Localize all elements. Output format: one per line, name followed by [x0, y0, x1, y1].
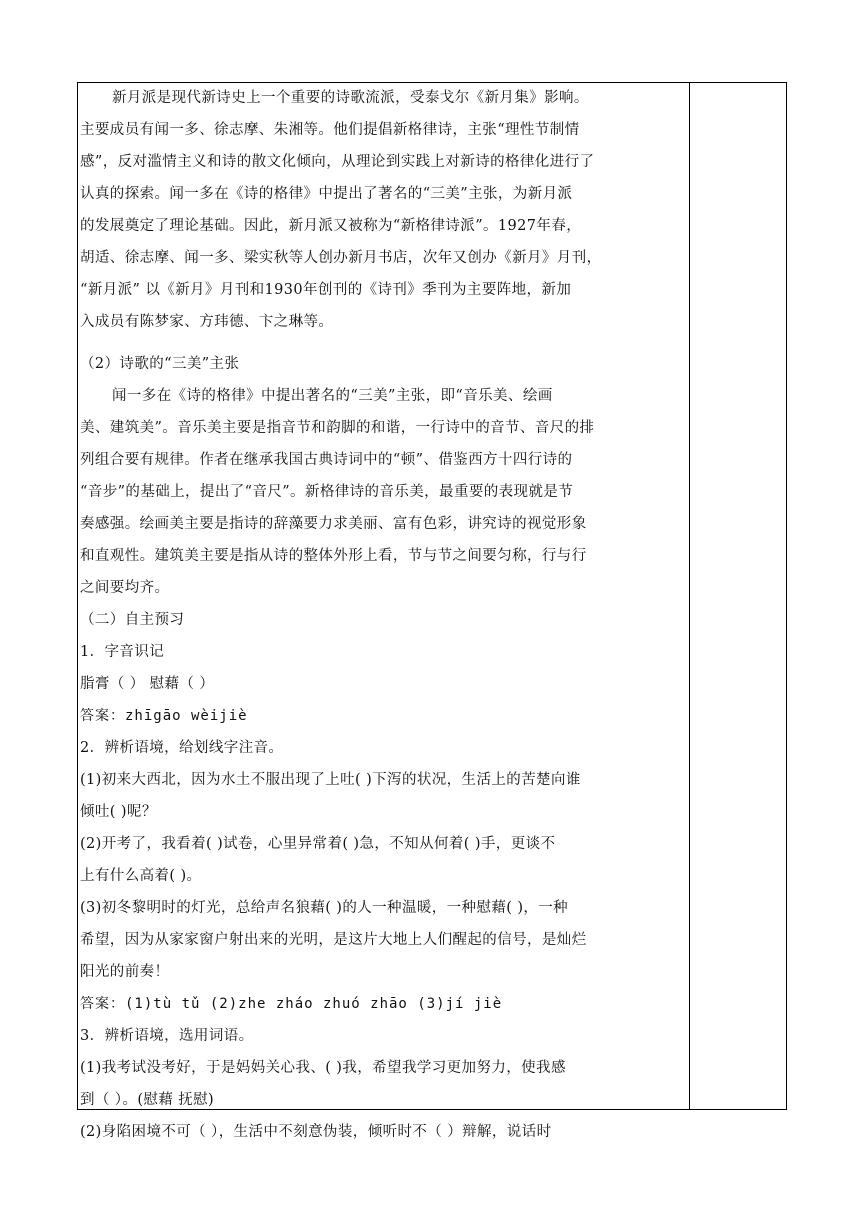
question-3 — [80, 1020, 686, 1148]
text-line: 希望，因为从家家窗户射出来的光明，是这片大地上人们醒起的信号，是灿烂 — [80, 932, 587, 948]
text-line: 阳光的前奏！ — [80, 964, 170, 980]
text-line: (2)身陷困境不可（ ），生活中不刻意伪装，倾听时不（ ）辩解，说话时 — [80, 1124, 552, 1140]
text-line: 美、建筑美”。音乐美主要是指音节和韵脚的和谐，一行诗中的音节、音尺的排 — [80, 420, 595, 436]
question-title: 1．字音识记 — [80, 644, 165, 660]
text-line: 奏感强。绘画美主要是指诗的辞藻要力求美丽、富有色彩，讲究诗的视觉形象 — [80, 516, 587, 532]
answer-line: 答案：(1)tù tǔ (2)zhe zháo zhuó zhāo (3)jí jiè — [80, 996, 503, 1012]
text-line: 列组合要有规律。作者在继承我国古典诗词中的“顿”、借鉴西方十四行诗的 — [80, 452, 573, 468]
text-line: (1)我考试没考好，于是妈妈关心我、( )我，希望我学习更加努力，使我感 — [80, 1060, 566, 1076]
text-line: 认真的探索。闻一多在《诗的格律》中提出了著名的“三美”主张，为新月派 — [80, 186, 573, 202]
table-column-divider — [689, 82, 690, 1110]
text-line: 到（ ）。(慰藉 抚慰) — [80, 1092, 215, 1108]
text-line: 的发展奠定了理论基础。因此，新月派又被称为“新格律诗派”。1927年春， — [80, 218, 582, 234]
text-line: (2)开考了，我看着( )试卷，心里异常着( )急，不知从何着( )手，更谈不 — [80, 836, 556, 852]
text-line: 入成员有陈梦家、方玮德、卞之琳等。 — [80, 314, 334, 330]
text-line: 胡适、徐志摩、闻一多、梁实秋等人创办新月书店，次年又创办《新月》月刊， — [80, 250, 602, 266]
answer-line: 答案：zhīgāo wèijiè — [80, 708, 248, 724]
text-line: 倾吐( )呢？ — [80, 804, 157, 820]
question-title: 2．辨析语境，给划线字注音。 — [80, 740, 284, 756]
section-heading: （2）诗歌的“三美”主张 — [80, 356, 240, 372]
text-line: 主要成员有闻一多、徐志摩、朱湘等。他们提倡新格律诗，主张“理性节制情 — [80, 122, 580, 138]
text-line: 新月派是现代新诗史上一个重要的诗歌流派，受泰戈尔《新月集》影响。 — [112, 90, 589, 106]
text-line: “音步”的基础上，提出了“音尺”。新格律诗的音乐美，最重要的表现就是节 — [80, 484, 574, 500]
text-line: 闻一多在《诗的格律》中提出著名的“三美”主张，即“音乐美、绘画 — [112, 388, 553, 404]
text-line: 之间要均齐。 — [80, 580, 170, 596]
question-1 — [80, 636, 686, 732]
text-line: 和直观性。建筑美主要是指从诗的整体外形上看，节与节之间要匀称，行与行 — [80, 548, 587, 564]
text-line: (1)初来大西北，因为水土不服出现了上吐( )下泻的状况，生活上的苦楚向谁 — [80, 772, 581, 788]
question-title: 3．辨析语境，选用词语。 — [80, 1028, 254, 1044]
sanmei-paragraph — [80, 380, 686, 604]
question-words: 脂膏（ ） 慰藉（ ） — [80, 676, 215, 692]
document-content — [80, 82, 686, 1140]
question-2 — [80, 732, 686, 1020]
intro-paragraph — [80, 82, 686, 338]
preview-heading: （二）自主预习 — [80, 612, 185, 628]
text-line: 感”，反对滥情主义和诗的散文化倾向，从理论到实践上对新诗的格律化进行了 — [80, 154, 595, 170]
text-line: 上有什么高着( )。 — [80, 868, 202, 884]
text-line: “新月派” 以《新月》月刊和1930年创刊的《诗刊》季刊为主要阵地，新加 — [80, 282, 572, 298]
text-line: (3)初冬黎明时的灯光，总给声名狼藉( )的人一种温暖，一种慰藉( )，一种 — [80, 900, 569, 916]
